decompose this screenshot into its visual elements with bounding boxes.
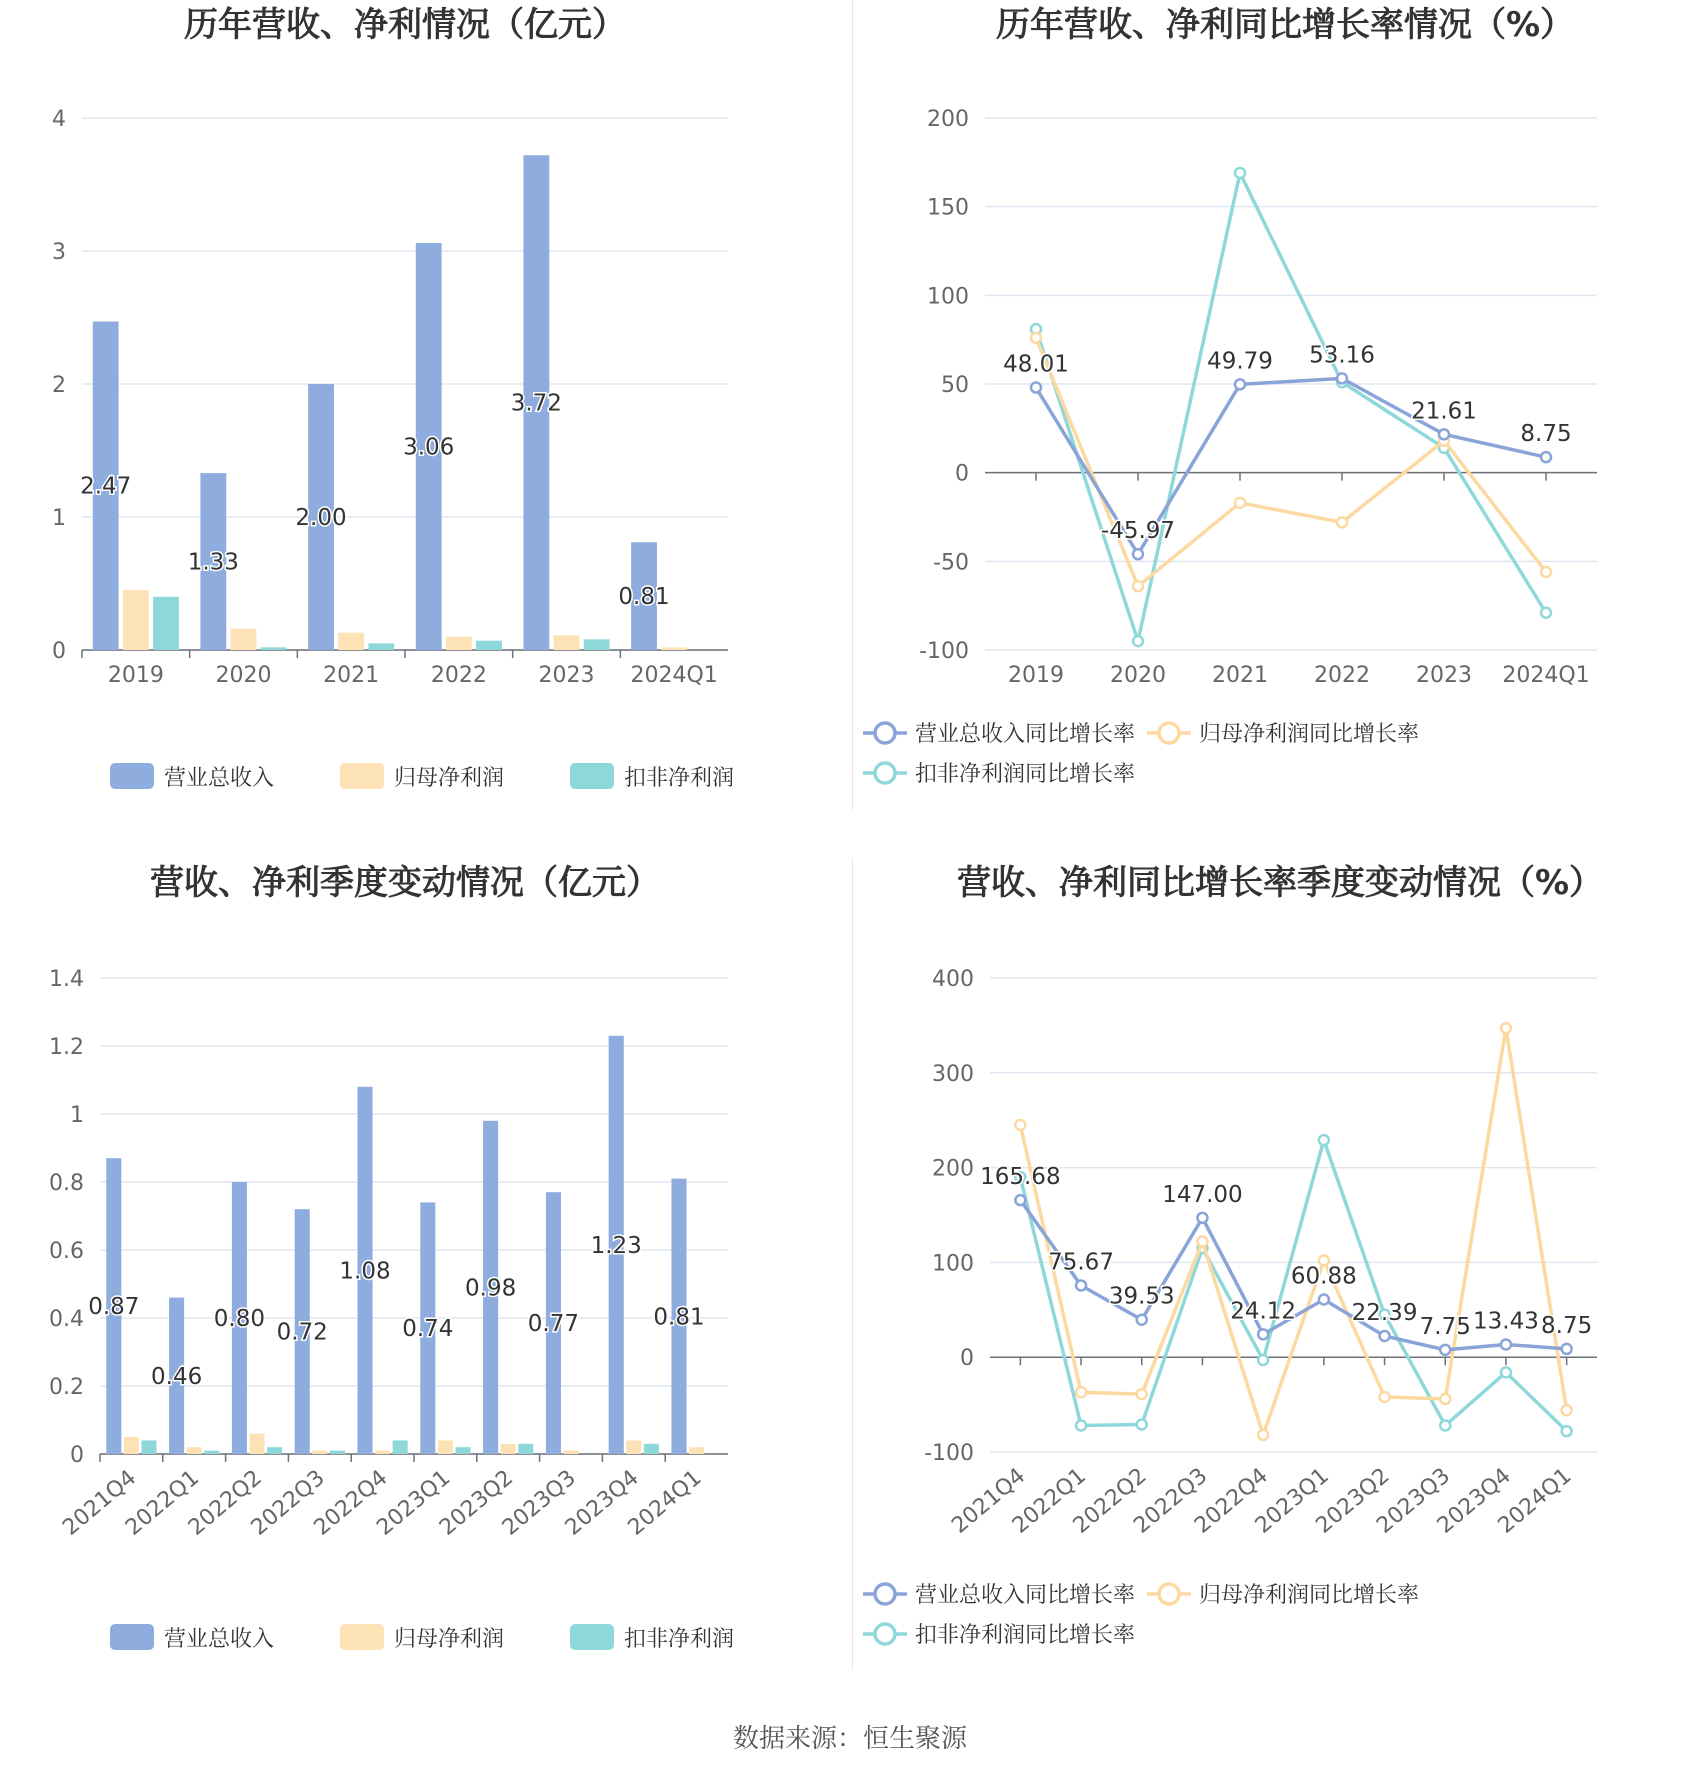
- series-point: [1076, 1420, 1086, 1430]
- line-value-label: 39.53: [1108, 1283, 1175, 1310]
- legend-swatch: [340, 1624, 384, 1650]
- bar-deducted-profit: [330, 1451, 345, 1454]
- bar-value-label: 0.81: [618, 584, 670, 611]
- bar-net-profit: [249, 1434, 264, 1454]
- bar-deducted-profit: [261, 647, 287, 650]
- x-tick-label: 2022: [430, 663, 487, 688]
- series-point: [1137, 1315, 1147, 1325]
- x-tick-label: 2024Q1: [1493, 1463, 1577, 1539]
- y-tick-label: 4: [52, 107, 66, 132]
- legend-label: 营业总收入同比增长率: [915, 722, 1136, 747]
- bar-net-profit: [554, 635, 580, 650]
- legend-label: 营业总收入: [164, 1627, 275, 1652]
- x-tick-label: 2022Q2: [183, 1465, 267, 1541]
- bar-value-label: 0.77: [527, 1311, 580, 1338]
- series-point: [1541, 567, 1551, 577]
- y-tick-label: 0.2: [49, 1375, 84, 1400]
- y-tick-label: 1: [52, 506, 66, 531]
- bar-net-profit: [231, 629, 257, 650]
- legend-marker: [875, 1584, 895, 1604]
- bar-value-label: 3.06: [403, 434, 455, 461]
- bar-value-label: 1.23: [590, 1232, 642, 1259]
- series-point: [1076, 1387, 1086, 1397]
- series-point: [1133, 636, 1143, 646]
- x-tick-label: 2022Q1: [121, 1465, 205, 1541]
- series-point: [1541, 608, 1551, 618]
- bar-net-profit: [124, 1437, 139, 1454]
- annual-amount-chart: [0, 0, 850, 820]
- x-tick-label: 2023: [1416, 663, 1472, 688]
- line-value-label: 60.88: [1290, 1263, 1357, 1290]
- x-tick-label: 2021: [1212, 663, 1268, 688]
- x-tick-label: 2022Q4: [1190, 1463, 1274, 1539]
- y-tick-label: 1: [70, 1103, 84, 1128]
- legend-label: 营业总收入同比增长率: [915, 1583, 1136, 1608]
- y-tick-label: 0.6: [49, 1239, 84, 1264]
- bar-deducted-profit: [153, 597, 179, 650]
- line-value-label: 24.12: [1230, 1298, 1297, 1325]
- legend-swatch: [110, 1624, 154, 1650]
- legend-swatch: [110, 763, 154, 789]
- y-tick-label: 150: [927, 195, 969, 221]
- line-value-label: 165.68: [980, 1164, 1061, 1191]
- series-point: [1319, 1135, 1329, 1145]
- y-tick-label: -50: [933, 550, 969, 576]
- y-tick-label: 100: [927, 284, 969, 310]
- legend-marker: [1159, 1584, 1179, 1604]
- series-point: [1031, 333, 1041, 343]
- legend-swatch: [340, 763, 384, 789]
- bar-value-label: 0.80: [213, 1306, 266, 1332]
- bar-deducted-profit: [267, 1447, 282, 1454]
- bar-net-profit: [689, 1447, 704, 1454]
- legend-label: 归母净利润: [394, 1627, 505, 1652]
- y-tick-label: 1.2: [49, 1035, 84, 1060]
- chart-svg: [0, 0, 850, 820]
- series-point: [1501, 1023, 1511, 1033]
- bar-value-label: 0.74: [402, 1316, 454, 1343]
- x-tick-label: 2023Q3: [497, 1465, 581, 1541]
- bar-deducted-profit: [584, 639, 610, 650]
- series-point: [1258, 1329, 1268, 1339]
- series-point: [1197, 1213, 1207, 1223]
- y-tick-label: 400: [932, 967, 974, 992]
- y-tick-label: 0: [70, 1443, 84, 1468]
- quarterly-growth-chart: [855, 858, 1700, 1670]
- series-point: [1015, 1195, 1025, 1205]
- legend-swatch: [570, 1624, 614, 1650]
- y-tick-label: 50: [941, 373, 969, 398]
- y-tick-label: 0.8: [49, 1171, 84, 1196]
- series-line-1: [1020, 1028, 1566, 1435]
- legend-label: 营业总收入: [164, 766, 275, 791]
- annual-growth-chart: [855, 0, 1700, 820]
- series-point: [1562, 1426, 1572, 1436]
- line-value-label: 49.79: [1207, 348, 1273, 375]
- x-tick-label: 2023Q4: [560, 1465, 644, 1541]
- line-value-label: 21.61: [1411, 398, 1477, 425]
- x-tick-label: 2023: [538, 663, 595, 688]
- series-point: [1133, 549, 1143, 559]
- series-point: [1380, 1331, 1390, 1341]
- series-point: [1258, 1355, 1268, 1365]
- series-point: [1380, 1392, 1390, 1402]
- bar-value-label: 2.47: [80, 473, 132, 500]
- x-tick-label: 2023Q1: [1250, 1463, 1334, 1539]
- x-tick-label: 2022Q1: [1007, 1463, 1091, 1539]
- series-point: [1015, 1120, 1025, 1130]
- bar-value-label: 2.00: [295, 505, 347, 531]
- bar-net-profit: [123, 590, 149, 650]
- panel-divider-bottom: [852, 858, 853, 1670]
- y-tick-label: 0: [955, 461, 969, 487]
- y-tick-label: 200: [927, 107, 969, 132]
- series-point: [1337, 373, 1347, 383]
- y-tick-label: 100: [932, 1251, 974, 1277]
- chart-svg: [855, 858, 1700, 1670]
- series-point: [1562, 1405, 1572, 1415]
- legend-swatch: [570, 763, 614, 789]
- bar-deducted-profit: [204, 1451, 219, 1454]
- x-tick-label: 2024Q1: [630, 663, 718, 688]
- series-point: [1440, 1345, 1450, 1355]
- x-tick-label: 2023Q4: [1432, 1463, 1516, 1539]
- chart-title: 历年营收、净利情况（亿元）: [184, 5, 626, 45]
- quarterly-amount-chart: [0, 858, 850, 1670]
- bar-deducted-profit: [476, 641, 502, 650]
- series-point: [1501, 1339, 1511, 1349]
- series-point: [1319, 1294, 1329, 1304]
- series-point: [1439, 429, 1449, 439]
- bar-net-profit: [187, 1447, 202, 1454]
- bar-net-profit: [338, 633, 364, 650]
- line-value-label: 7.75: [1419, 1313, 1471, 1340]
- series-point: [1501, 1367, 1511, 1377]
- series-line-1: [1036, 338, 1546, 586]
- line-value-label: 8.75: [1541, 1312, 1593, 1339]
- data-source-note: 数据来源：恒生聚源: [732, 1724, 967, 1754]
- x-tick-label: 2019: [107, 663, 164, 688]
- line-value-label: 22.39: [1351, 1299, 1418, 1326]
- legend-label: 归母净利润: [394, 766, 505, 791]
- bar-value-label: 3.72: [510, 390, 562, 417]
- line-value-label: 48.01: [1003, 351, 1069, 378]
- legend-marker: [1159, 723, 1179, 743]
- bar-net-profit: [626, 1440, 641, 1454]
- bar-net-profit: [312, 1451, 327, 1454]
- x-tick-label: 2022Q4: [309, 1465, 393, 1541]
- y-tick-label: 0: [52, 639, 66, 664]
- series-point: [1235, 379, 1245, 389]
- line-value-label: 147.00: [1162, 1181, 1243, 1208]
- bar-net-profit: [446, 637, 472, 650]
- y-tick-label: 3: [52, 240, 66, 265]
- series-point: [1235, 168, 1245, 178]
- series-point: [1440, 1394, 1450, 1404]
- chart-svg: [855, 0, 1700, 820]
- x-tick-label: 2023Q1: [372, 1465, 456, 1541]
- bar-value-label: 0.46: [151, 1363, 203, 1390]
- bar-deducted-profit: [455, 1447, 470, 1454]
- series-point: [1541, 452, 1551, 462]
- y-tick-label: 0.4: [49, 1307, 84, 1332]
- y-tick-label: 300: [932, 1061, 974, 1087]
- y-tick-label: 2: [52, 373, 66, 398]
- y-tick-label: 0: [960, 1346, 974, 1372]
- legend-label: 扣非净利润同比增长率: [915, 762, 1136, 787]
- bar-value-label: 0.98: [465, 1275, 517, 1302]
- y-tick-label: 1.4: [49, 967, 84, 992]
- series-point: [1235, 498, 1245, 508]
- legend-label: 归母净利润同比增长率: [1199, 1583, 1420, 1608]
- bar-value-label: 1.08: [339, 1258, 391, 1285]
- y-tick-label: -100: [919, 639, 969, 664]
- chart-title: 营收、净利季度变动情况（亿元）: [150, 863, 660, 903]
- x-tick-label: 2021Q4: [58, 1465, 142, 1541]
- legend-marker: [875, 723, 895, 743]
- x-tick-label: 2022Q2: [1068, 1463, 1152, 1539]
- bar-net-profit: [375, 1451, 390, 1454]
- series-point: [1137, 1420, 1147, 1430]
- chart-title: 营收、净利同比增长率季度变动情况（%）: [956, 863, 1604, 903]
- x-tick-label: 2020: [215, 663, 272, 688]
- x-tick-label: 2023Q2: [435, 1465, 519, 1541]
- legend-label: 归母净利润同比增长率: [1199, 722, 1420, 747]
- bar-value-label: 0.87: [88, 1294, 140, 1321]
- x-tick-label: 2022: [1314, 663, 1370, 688]
- series-point: [1440, 1420, 1450, 1430]
- bar-value-label: 1.33: [187, 549, 239, 576]
- line-value-label: 13.43: [1473, 1308, 1539, 1335]
- series-point: [1197, 1237, 1207, 1247]
- line-value-label: 53.16: [1309, 342, 1375, 369]
- x-tick-label: 2021: [323, 663, 380, 688]
- series-point: [1137, 1389, 1147, 1399]
- legend-marker: [875, 1624, 895, 1644]
- bar-deducted-profit: [518, 1444, 533, 1454]
- bar-net-profit: [563, 1451, 578, 1454]
- line-value-label: 8.75: [1520, 421, 1572, 448]
- x-tick-label: 2021Q4: [947, 1463, 1031, 1539]
- panel-divider-top: [852, 0, 853, 810]
- x-tick-label: 2022Q3: [1129, 1463, 1213, 1539]
- x-tick-label: 2024Q1: [1502, 663, 1590, 688]
- x-tick-label: 2019: [1008, 663, 1064, 688]
- series-point: [1337, 517, 1347, 527]
- chart-svg: [0, 858, 850, 1670]
- line-value-label: -45.97: [1100, 518, 1176, 545]
- x-tick-label: 2020: [1110, 663, 1166, 688]
- chart-title: 历年营收、净利同比增长率情况（%）: [995, 5, 1575, 45]
- bar-net-profit: [501, 1444, 516, 1454]
- series-point: [1258, 1430, 1268, 1440]
- bar-net-profit: [661, 647, 687, 650]
- legend-label: 扣非净利润: [624, 1627, 735, 1652]
- y-tick-label: 200: [932, 1156, 974, 1182]
- line-value-label: 75.67: [1048, 1249, 1114, 1276]
- bar-deducted-profit: [141, 1440, 156, 1454]
- x-tick-label: 2022Q3: [246, 1465, 330, 1541]
- series-point: [1031, 383, 1041, 393]
- series-point: [1562, 1344, 1572, 1354]
- bar-deducted-profit: [644, 1444, 659, 1454]
- bar-value-label: 0.81: [653, 1304, 705, 1331]
- bar-deducted-profit: [393, 1440, 408, 1454]
- bar-deducted-profit: [368, 643, 394, 650]
- series-point: [1133, 581, 1143, 591]
- series-point: [1076, 1280, 1086, 1290]
- y-tick-label: -100: [924, 1441, 974, 1466]
- legend-label: 扣非净利润同比增长率: [915, 1623, 1136, 1648]
- x-tick-label: 2024Q1: [623, 1465, 707, 1541]
- x-tick-label: 2023Q2: [1311, 1463, 1395, 1539]
- legend-marker: [875, 763, 895, 783]
- x-tick-label: 2023Q3: [1372, 1463, 1456, 1539]
- bar-net-profit: [438, 1440, 453, 1454]
- legend-label: 扣非净利润: [624, 766, 735, 791]
- bar-value-label: 0.72: [276, 1319, 328, 1346]
